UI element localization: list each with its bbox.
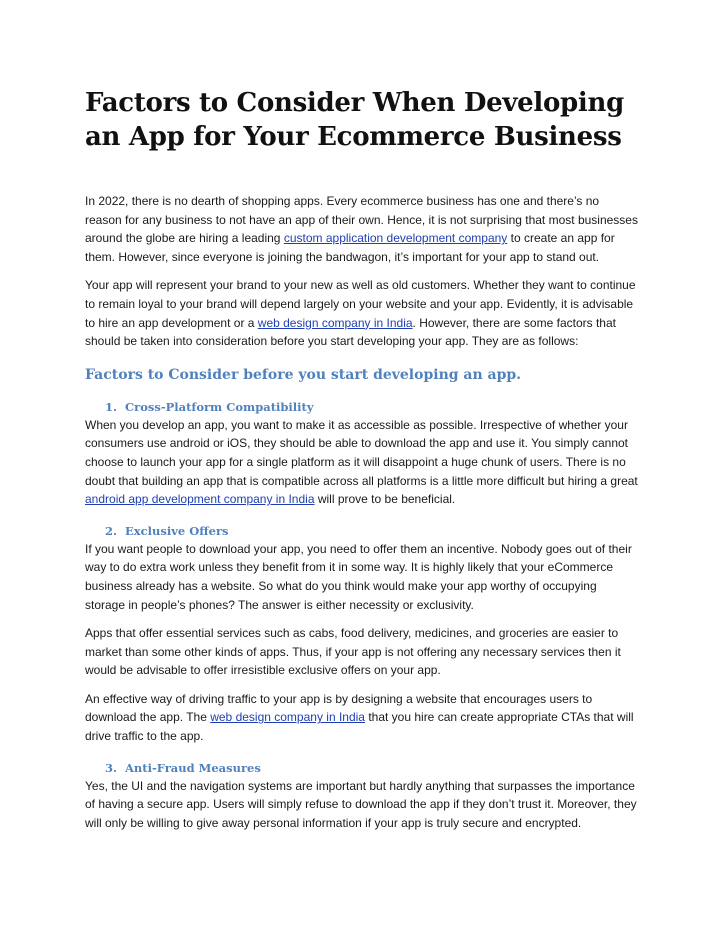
intro-paragraph-1 bbox=[85, 192, 638, 266]
text-span: In 2022, there is no dearth of shopping apps. Every ecommerce business has one and there’s no reason for any business to not have an app of their own. Hence, it is not surprising that most businesses around the globe are hiring a leading bbox=[85, 194, 638, 246]
factor-2-paragraph-2: Apps that offer essential services such as cabs, food delivery, medicines, and groceries are easier to market than some other kinds of apps. Thus, if your app is not offering any necessary services then it would be advisable to offer irresistible exclusive offers on your app. bbox=[85, 626, 621, 678]
text-span: will prove to be beneficial. bbox=[314, 492, 456, 507]
factor-title: Cross-Platform Compatibility bbox=[125, 399, 314, 414]
android-app-dev-link[interactable]: android app development company in India bbox=[85, 492, 315, 507]
factor-number: 2. bbox=[105, 523, 118, 538]
factor-1-paragraph-1 bbox=[85, 416, 638, 509]
custom-app-dev-link[interactable]: custom application development company bbox=[283, 231, 508, 246]
factor-heading-1 bbox=[105, 399, 638, 415]
text-span: to create an app for them. However, since everyone is joining the bandwagon, it’s important for your app to stand out. bbox=[85, 231, 615, 264]
text-span: Your app will represent your brand to your new as well as old customers. Whether they want to continue to remain loyal to your brand will depend largely on your website and your app. Evidently, it is advisable to hire an app development or a bbox=[85, 278, 636, 330]
text-span: . However, there are some factors that should be taken into consideration before you start developing your app. They are as follows: bbox=[85, 315, 616, 349]
factor-title: Anti-Fraud Measures bbox=[125, 760, 261, 775]
factor-title: Exclusive Offers bbox=[125, 523, 229, 538]
factor-number: 3. bbox=[105, 760, 118, 775]
factor-heading-3 bbox=[105, 760, 638, 776]
web-design-link[interactable]: web design company in India bbox=[257, 315, 413, 330]
factor-3-paragraph-1: Yes, the UI and the navigation systems are important but hardly anything that surpasses the importance of having a secure app. Users will simply refuse to download the app if they don’t trust it. Moreover, they will only be willing to give away personal information if your app is truly secure and encrypted. bbox=[85, 778, 637, 830]
intro-paragraph-2 bbox=[85, 276, 638, 350]
factor-number: 1. bbox=[105, 399, 118, 414]
section-heading: Factors to Consider before you start developing an app. bbox=[85, 366, 522, 383]
factor-heading-2 bbox=[105, 523, 638, 539]
web-design-link-2[interactable]: web design company in India bbox=[210, 710, 365, 725]
page-title: Factors to Consider When Developing an App for Your Ecommerce Business bbox=[85, 88, 624, 152]
factor-2-paragraph-3 bbox=[85, 690, 638, 746]
text-span: that you hire can create appropriate CTAs that will drive traffic to the app. bbox=[85, 710, 634, 744]
factor-2-paragraph-1: If you want people to download your app, you need to offer them an incentive. Nobody goes out of their way to do extra work unless they benefit from it in some way. It is highly likely that your eCommerce business already has a website. So what do you think would make your app worthy of occupying storage in people’s phones? The answer is either necessity or exclusivity. bbox=[85, 541, 632, 612]
text-span: When you develop an app, you want to make it as accessible as possible. Irrespective of whether your consumers use android or iOS, they should be able to download the app and use it. You simply cannot choose to launch your app for a single platform as it will disappoint a huge chunk of users. There is no doubt that building an app that is compatible across all platforms is a little more difficult but hiring a great bbox=[85, 417, 638, 488]
text-span: An effective way of driving traffic to your app is by designing a website that encourages users to download the app. The bbox=[85, 691, 593, 725]
